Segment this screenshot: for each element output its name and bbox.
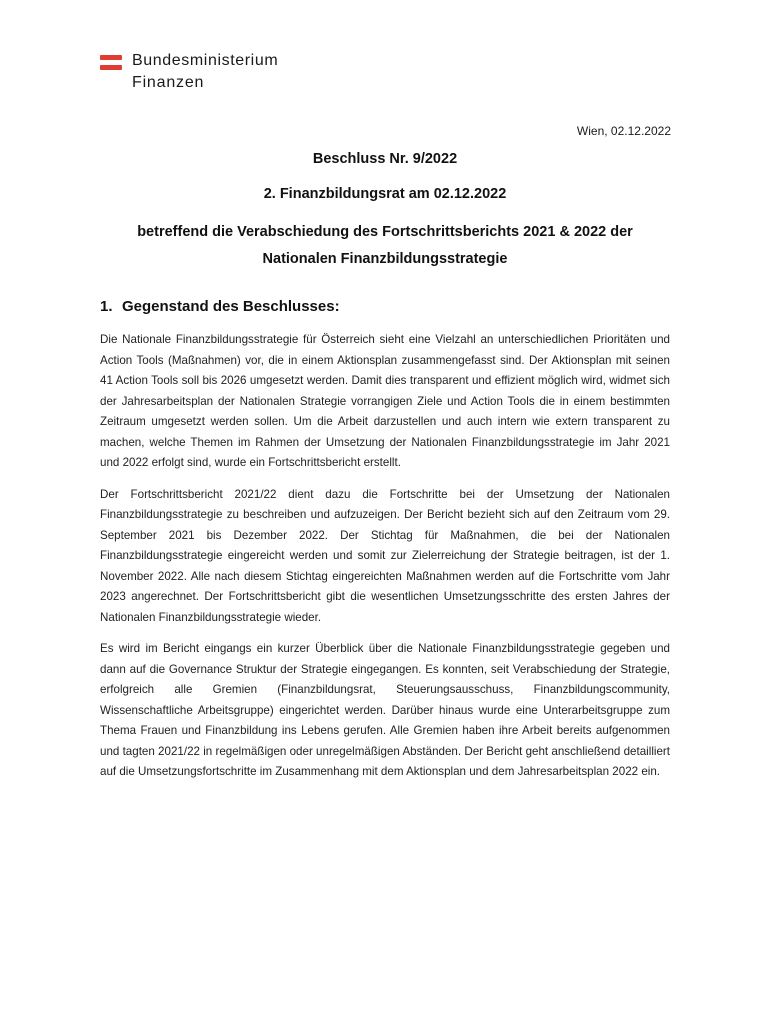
section-title: Gegenstand des Beschlusses: [122, 298, 340, 315]
document-body [100, 330, 670, 794]
resolution-number: Beschluss Nr. 9/2022 [312, 151, 458, 167]
logo-text-line1: Bundesministerium [132, 52, 279, 69]
resolution-subject: betreffend die Verabschiedung des Fortschrittsberichts 2021 & 2022 der Nationalen Finanzbildungsstrategie [137, 224, 633, 267]
section-number: 1. [100, 298, 113, 315]
body-paragraph-2: Der Fortschrittsbericht 2021/22 dient dazu die Fortschritte bei der Umsetzung der Nationalen Finanzbildungsstrategie zu beschreiben und aufzuzeigen. Der Bericht bezieht sich auf den Zeitraum vom 29. September 2021 bis Dezember 2022. Der Stichtag für Maßnahmen, die bei der Nationalen Finanzbildungsstrategie eingereicht werden und somit zur Zielerreichung der Strategie beitragen, ist der 1. November 2022. Alle nach diesem Stichtag eingereichten Maßnahmen werden auf die Fortschritte vom Jahr 2023 angerechnet. Der Fortschrittsbericht gibt die wesentlichen Umsetzungsschritte des ersten Jahres der Nationalen Finanzbildungsstrategie wieder. [100, 487, 670, 624]
ministry-logo [100, 52, 320, 94]
body-paragraph-3: Es wird im Bericht eingangs ein kurzer Überblick über die Nationale Finanzbildungsstrategie gegeben und dann auf die Governance Struktur der Strategie eingegangen. Es konnten, seit Verabschiedung der Strategie, erfolgreich alle Gremien (Finanzbildungsrat, Steuerungsausschuss, Finanzbildungscommunity, Wissenschaftliche Arbeitsgruppe) eingerichtet werden. Darüber hinaus wurde eine Unterarbeitsgruppe zum Thema Frauen und Finanzbildung ins Lebens gerufen. Alle Gremien haben ihre Arbeit bereits aufgenommen und tagten 2021/22 in regelmäßigen oder unregelmäßigen Abständen. Der Bericht geht anschließend detailliert auf die Umsetzungsfortschritte im Zusammenhang mit dem Aktionsplan und dem Jahresarbeitsplan 2022 ein. [100, 642, 670, 778]
body-paragraph-1: Die Nationale Finanzbildungsstrategie für Österreich sieht eine Vielzahl an unterschiedlichen Prioritäten und Action Tools (Maßnahmen) vor, die in einem Aktionsplan zusammengefasst sind. Der Aktionsplan mit seinen 41 Action Tools soll bis 2026 umgesetzt werden. Damit dies transparent und effizient möglich wird, widmet sich der Jahresarbeitsplan der Nationalen Strategie vorrangigen Ziele und Action Tools die in einem bestimmten Zeitraum umgesetzt werden sollen. Um die Arbeit darzustellen und auch intern wie extern transparent zu machen, welche Themen im Rahmen der Umsetzung der Nationalen Finanzbildungsstrategie im Jahr 2021 und 2022 erfolgt sind, wurde ein Fortschrittsbericht erstellt. [100, 333, 670, 469]
document-date: Wien, 02.12.2022 [576, 124, 671, 138]
council-meeting-title: 2. Finanzbildungsrat am 02.12.2022 [263, 186, 507, 202]
logo-text-line2: Finanzen [132, 74, 205, 91]
flag-stripe-bottom [100, 65, 122, 70]
flag-stripe-top [100, 55, 122, 60]
austrian-flag-icon [100, 55, 122, 71]
section-heading [100, 298, 340, 315]
